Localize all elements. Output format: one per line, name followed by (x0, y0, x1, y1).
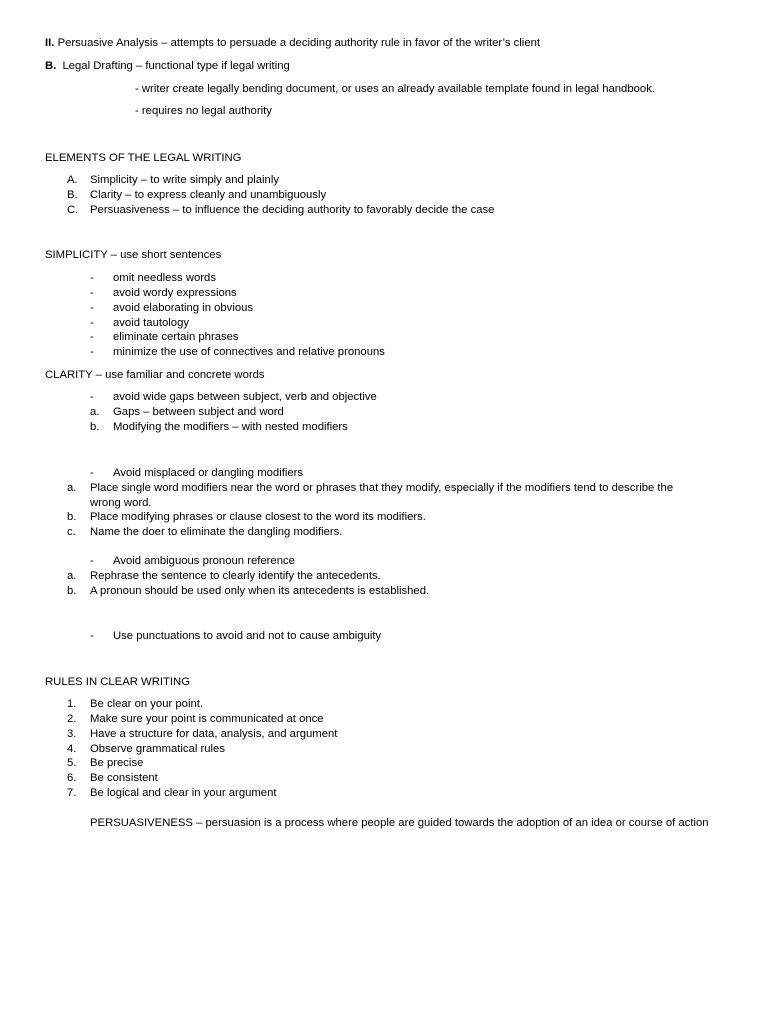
rules-item-2: Make sure your point is communicated at once (90, 713, 324, 725)
clarity-g1-marker-1: - (90, 391, 94, 403)
rules-item-4: Observe grammatical rules (90, 743, 225, 755)
clarity-g2-dash-marker: - (90, 467, 94, 479)
rules-marker-5: 5. (67, 757, 77, 769)
simplicity-dash-6: - (90, 346, 94, 358)
simplicity-item-1: omit needless words (113, 272, 216, 284)
elements-marker-b: B. (67, 189, 78, 201)
simplicity-item-4: avoid tautology (113, 317, 189, 329)
elements-marker-c: C. (67, 204, 79, 216)
clarity-g2-marker-a: a. (67, 482, 77, 494)
clarity-g2-dash-text: Avoid misplaced or dangling modifiers (113, 467, 304, 479)
clarity-g3-dash-marker: - (90, 555, 94, 567)
rules-marker-4: 4. (67, 743, 77, 755)
elements-marker-a: A. (67, 174, 78, 186)
section-b-text: Legal Drafting – functional type if legal writing (62, 60, 290, 72)
rules-item-1: Be clear on your point. (90, 698, 204, 710)
clarity-g3-marker-b: b. (67, 585, 77, 597)
elements-item-c: Persuasiveness – to influence the deciding authority to favorably decide the case (90, 204, 495, 216)
elements-heading: ELEMENTS OF THE LEGAL WRITING (45, 152, 242, 164)
rules-marker-6: 6. (67, 772, 77, 784)
simplicity-heading: SIMPLICITY – use short sentences (45, 249, 222, 261)
clarity-g4-dash-marker: - (90, 630, 94, 642)
simplicity-dash-2: - (90, 287, 94, 299)
simplicity-item-5: eliminate certain phrases (113, 331, 239, 343)
clarity-g2-marker-c: c. (67, 526, 76, 538)
rules-item-3: Have a structure for data, analysis, and argument (90, 728, 338, 740)
simplicity-dash-1: - (90, 272, 94, 284)
clarity-g2-item-c: Name the doer to eliminate the dangling modifiers. (90, 526, 343, 538)
simplicity-dash-4: - (90, 317, 94, 329)
rules-marker-7: 7. (67, 787, 77, 799)
simplicity-dash-3: - (90, 302, 94, 314)
clarity-g4-dash-text: Use punctuations to avoid and not to cause ambiguity (113, 630, 382, 642)
rules-heading: RULES IN CLEAR WRITING (45, 676, 190, 688)
rules-item-6: Be consistent (90, 772, 158, 784)
clarity-heading: CLARITY – use familiar and concrete words (45, 369, 265, 381)
section-b-marker: B. (45, 60, 57, 72)
section-ii-line (45, 36, 540, 51)
section-b-detail-2: - requires no legal authority (135, 105, 272, 117)
rules-marker-3: 3. (67, 728, 77, 740)
clarity-g1-item-3: Modifying the modifiers – with nested modifiers (113, 421, 348, 433)
clarity-g1-item-1: avoid wide gaps between subject, verb and objective (113, 391, 377, 403)
clarity-g1-marker-2: a. (90, 406, 100, 418)
simplicity-item-2: avoid wordy expressions (113, 287, 237, 299)
rules-marker-2: 2. (67, 713, 77, 725)
section-ii-marker: II. (45, 37, 55, 49)
clarity-g2-item-b: Place modifying phrases or clause closest to the word its modifiers. (90, 511, 426, 523)
section-ii-text: Persuasive Analysis – attempts to persuade a deciding authority rule in favor of the writer’s client (57, 37, 541, 49)
simplicity-dash-5: - (90, 331, 94, 343)
persuasiveness-paragraph: PERSUASIVENESS – persuasion is a process where people are guided towards the adoption of an idea or course of action (90, 817, 709, 829)
clarity-g3-item-a: Rephrase the sentence to clearly identify the antecedents. (90, 570, 381, 582)
section-b-line (45, 59, 290, 74)
rules-item-5: Be precise (90, 757, 144, 769)
elements-item-b: Clarity – to express cleanly and unambiguously (90, 189, 327, 201)
clarity-g2-item-a: Place single word modifiers near the word or phrases that they modify, especially if the modifiers tend to describe the wrong word. (90, 482, 674, 509)
simplicity-item-6: minimize the use of connectives and relative pronouns (113, 346, 385, 358)
simplicity-item-3: avoid elaborating in obvious (113, 302, 254, 314)
clarity-g1-item-2: Gaps – between subject and word (113, 406, 284, 418)
clarity-g2-marker-b: b. (67, 511, 77, 523)
rules-marker-1: 1. (67, 698, 77, 710)
clarity-g1-marker-3: b. (90, 421, 100, 433)
elements-item-a: Simplicity – to write simply and plainly (90, 174, 279, 186)
clarity-g3-marker-a: a. (67, 570, 77, 582)
rules-item-7: Be logical and clear in your argument (90, 787, 277, 799)
clarity-g3-item-b: A pronoun should be used only when its antecedents is established. (90, 585, 430, 597)
clarity-g3-dash-text: Avoid ambiguous pronoun reference (113, 555, 295, 567)
section-b-detail-1: - writer create legally bending document, or uses an already available template found in legal handbook. (135, 83, 655, 95)
